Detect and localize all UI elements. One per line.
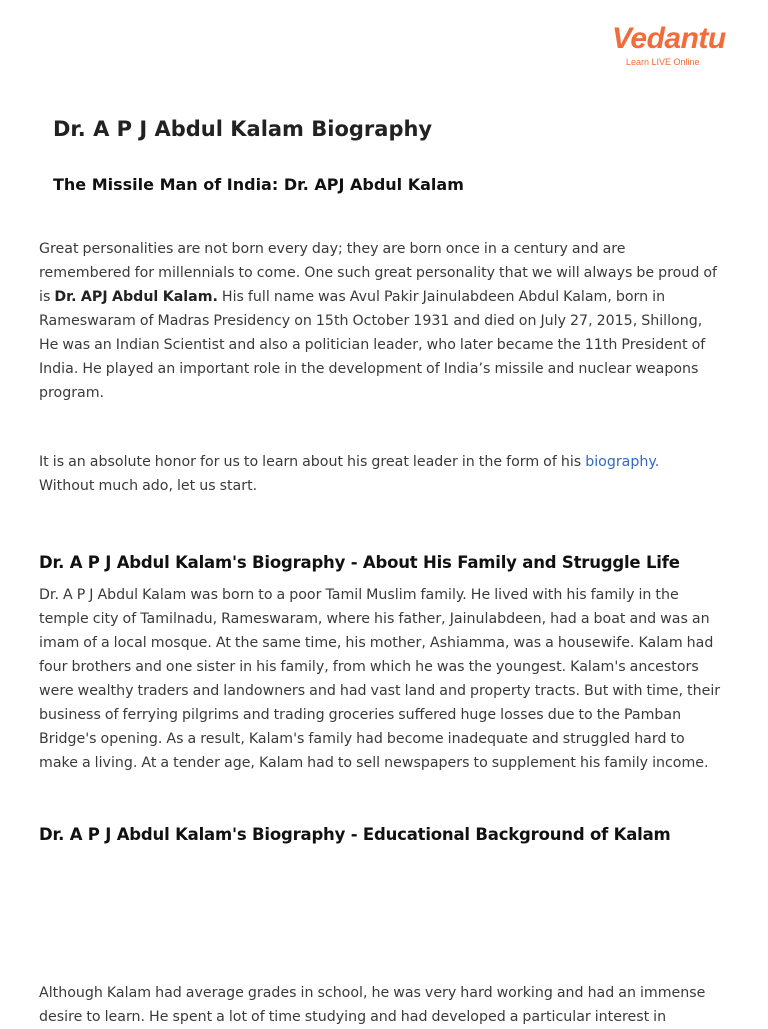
paragraph-line: Dr. A P J Abdul Kalam was born to a poor Tamil Muslim family. He lived with his family in the: [39, 587, 679, 603]
honor-text: It is an absolute honor for us to learn about his great leader in the form of his: [39, 454, 582, 470]
paragraph-line: make a living. At a tender age, Kalam had to sell newspapers to supplement his family income.: [39, 755, 709, 771]
biography-link[interactable]: biography.: [585, 454, 660, 470]
paragraph-line: temple city of Tamilnadu, Rameswaram, where his father, Jainulabdeen, had a boat and was an: [39, 611, 710, 627]
logo-wordmark: Vedantu: [612, 22, 726, 55]
page-subtitle: The Missile Man of India: Dr. APJ Abdul Kalam: [53, 175, 464, 194]
paragraph-line: were wealthy traders and landowners and had vast land and property tracts. But with time, their: [39, 683, 721, 699]
paragraph-line: imam of a local mosque. At the same time, his mother, Ashiamma, was a housewife. Kalam had: [39, 635, 714, 651]
paragraph-line: desire to learn. He spent a lot of time studying and had developed a particular interest in: [39, 1009, 667, 1025]
paragraph-line: Although Kalam had average grades in school, he was very hard working and had an immense: [39, 985, 706, 1001]
paragraph-line: Bridge's opening. As a result, Kalam's family had become inadequate and struggled hard to: [39, 731, 685, 747]
paragraph-line: Great personalities are not born every day; they are born once in a century and are: [39, 241, 626, 257]
line-prefix: is: [39, 289, 51, 305]
family-paragraph: [39, 583, 731, 775]
paragraph-line: remembered for millennials to come. One such great personality that we will always be proud of: [39, 265, 718, 281]
page-title: Dr. A P J Abdul Kalam Biography: [53, 117, 433, 141]
paragraph-line: Without much ado, let us start.: [39, 478, 258, 494]
logo-tagline: Learn LIVE Online: [626, 57, 700, 67]
education-paragraph: [39, 981, 731, 1029]
paragraph-line: business of ferrying pilgrims and trading groceries suffered huge losses due to the Pamban: [39, 707, 682, 723]
line-rest: His full name was Avul Pakir Jainulabdeen Abdul Kalam, born in: [221, 289, 666, 305]
section-heading-family: Dr. A P J Abdul Kalam's Biography - About His Family and Struggle Life: [39, 553, 680, 572]
kalam-name-bold: Dr. APJ Abdul Kalam.: [54, 289, 218, 305]
paragraph-line: Rameswaram of Madras Presidency on 15th October 1931 and died on July 27, 2015, Shillong,: [39, 313, 703, 329]
paragraph-line: [39, 285, 731, 309]
paragraph-line: program.: [39, 385, 105, 401]
paragraph-line: four brothers and one sister in his family, from which he was the youngest. Kalam's ancestors: [39, 659, 699, 675]
vedantu-logo[interactable]: [612, 22, 726, 68]
paragraph-line: India. He played an important role in the development of India’s missile and nuclear weapons: [39, 361, 699, 377]
intro-paragraph: [39, 237, 731, 405]
paragraph-line: [39, 450, 731, 474]
honor-paragraph: [39, 450, 731, 498]
paragraph-line: He was an Indian Scientist and also a politician leader, who later became the 11th President of: [39, 337, 706, 353]
section-heading-education: Dr. A P J Abdul Kalam's Biography - Educational Background of Kalam: [39, 825, 671, 844]
